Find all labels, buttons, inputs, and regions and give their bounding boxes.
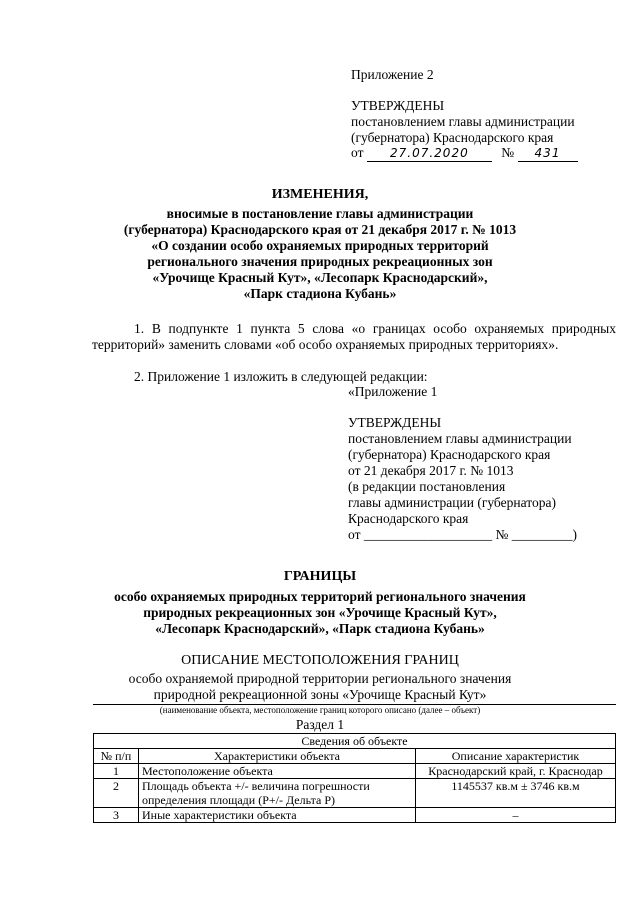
approved-line-2: (губернатора) Краснодарского края [351, 130, 554, 145]
title-line-1: вносимые в постановление главы администрации [166, 206, 474, 221]
description-heading: ОПИСАНИЕ МЕСТОПОЛОЖЕНИЯ ГРАНИЦ [181, 653, 459, 668]
paragraph-1 [92, 321, 616, 353]
changes-heading: ИЗМЕНЕНИЯ, [271, 187, 369, 202]
object-info-table [93, 733, 616, 823]
description-line-1: особо охраняемой природной территории регионального значения [128, 671, 512, 686]
number-prefix: № [501, 145, 515, 160]
title-line-6: «Парк стадиона Кубань» [243, 286, 397, 301]
inner-approved-label: УТВЕРЖДЕНЫ [348, 415, 442, 430]
handwritten-date: 27.07.2020 [367, 145, 492, 162]
header-characteristic: Характеристики объекта [139, 749, 416, 764]
appendix-label: Приложение 2 [351, 67, 434, 82]
borders-line-2: природных рекреационных зон «Урочище Красный Кут», [143, 605, 497, 620]
inner-appendix-label: «Приложение 1 [348, 384, 438, 399]
table-row [94, 764, 616, 779]
row-value: 1145537 кв.м ± 3746 кв.м [416, 779, 616, 808]
borders-line-1: особо охраняемых природных территорий регионального значения [114, 589, 526, 604]
table-header-row [94, 749, 616, 764]
paragraph-1-text: 1. В подпункте 1 пункта 5 слова «о границах особо охраняемых природных территорий» заменить словами «об особо охраняемых природных территориях». [92, 321, 616, 352]
paragraph-2: 2. Приложение 1 изложить в следующей редакции: [134, 369, 428, 384]
table-row [94, 779, 616, 808]
approved-label: УТВЕРЖДЕНЫ [351, 98, 445, 113]
borders-line-3: «Лесопарк Краснодарский», «Парк стадиона Кубань» [155, 621, 485, 636]
table-title-row [94, 734, 616, 749]
table-row [94, 808, 616, 823]
inner-line-4: (в редакции постановления [348, 479, 506, 494]
description-caption: (наименование объекта, местоположение границ которого описано (далее – объект) [159, 705, 481, 715]
header-description: Описание характеристик [416, 749, 616, 764]
inner-line-1: постановлением главы администрации [348, 431, 572, 446]
inner-date-line: от ___________________ № _________) [348, 527, 577, 542]
row-value: – [416, 808, 616, 823]
handwritten-number: 431 [518, 145, 578, 162]
row-value: Краснодарский край, г. Краснодар [416, 764, 616, 779]
row-name: Местоположение объекта [139, 764, 416, 779]
section-title: Раздел 1 [295, 717, 345, 732]
date-prefix: от [351, 145, 364, 160]
row-num: 1 [94, 764, 139, 779]
approved-line-1: постановлением главы администрации [351, 114, 575, 129]
row-name: Площадь объекта +/- величина погрешности определения площади (P+/- Дельта P) [139, 779, 416, 808]
title-line-3: «О создании особо охраняемых природных территорий [151, 238, 489, 253]
inner-line-2: (губернатора) Краснодарского края [348, 447, 551, 462]
title-line-5: «Урочище Красный Кут», «Лесопарк Краснодарский», [152, 270, 488, 285]
title-line-4: регионального значения природных рекреационных зон [147, 254, 493, 269]
approval-date-line [351, 145, 578, 162]
row-num: 3 [94, 808, 139, 823]
description-line-2: природной рекреационной зоны «Урочище Красный Кут» [153, 687, 487, 702]
row-num: 2 [94, 779, 139, 808]
inner-line-6: Краснодарского края [348, 511, 469, 526]
title-line-2: (губернатора) Краснодарского края от 21 декабря 2017 г. № 1013 [123, 222, 517, 237]
row-name: Иные характеристики объекта [139, 808, 416, 823]
borders-heading: ГРАНИЦЫ [283, 569, 357, 584]
header-num: № п/п [94, 749, 139, 764]
inner-line-5: главы администрации (губернатора) [348, 495, 556, 510]
table-title: Сведения об объекте [94, 734, 616, 749]
inner-line-3: от 21 декабря 2017 г. № 1013 [348, 463, 514, 478]
